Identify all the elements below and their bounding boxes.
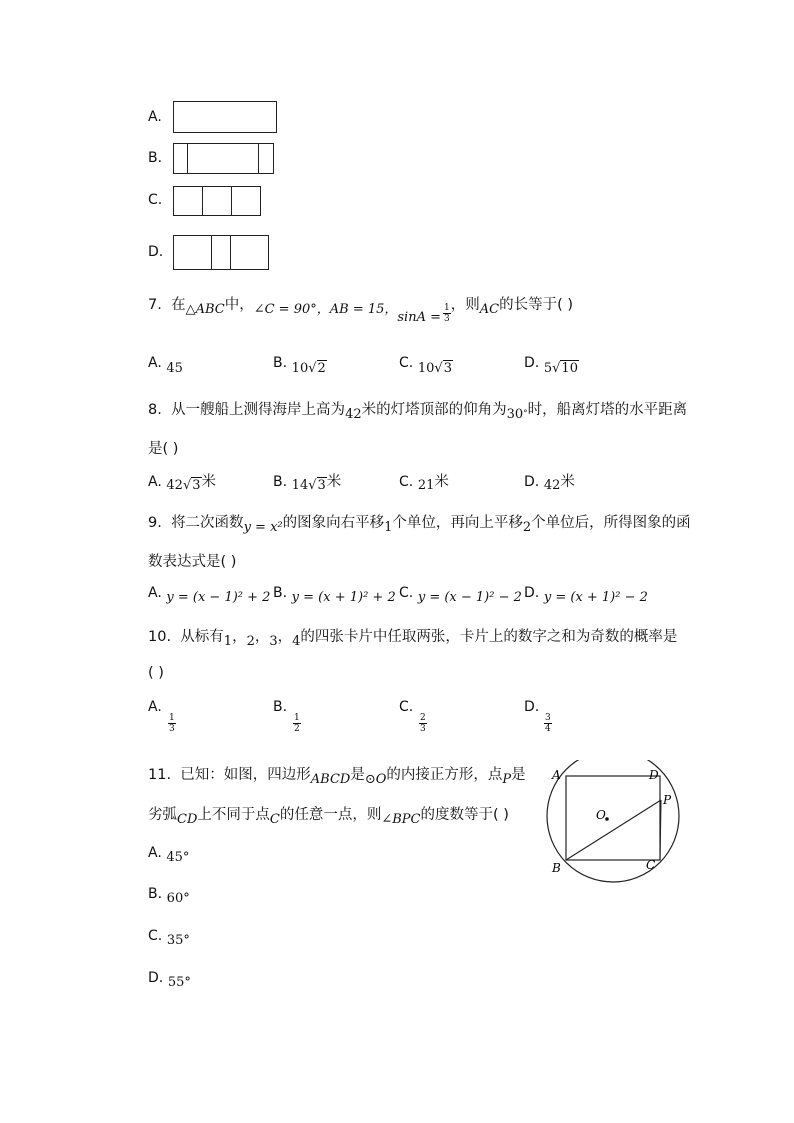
circle-o [547,760,679,882]
option-a[interactable]: A. 45 [148,355,183,376]
question-text-line2: 劣弧CD上不同于点C的任意一点，则∠BPC的度数等于( ) [148,807,509,827]
option-d[interactable]: D. 55° [148,970,191,990]
option-a[interactable]: A. 42√3米 [148,474,217,493]
question-text-line2: 数表达式是( ) [148,554,237,570]
question-text: 8. 从一艘船上测得海岸上高为42米的灯塔顶部的仰角为30°时，船离灯塔的水平距离 [148,402,688,422]
option-b[interactable]: B. 60° [148,886,190,906]
inscribed-square [566,776,660,860]
option-a[interactable]: A. y = (x − 1)² + 2 [148,585,271,605]
segment-bp [566,800,661,860]
option-label: B. [148,150,163,166]
option-d[interactable]: D. 42米 [524,474,575,493]
question-text: 11. 已知：如图，四边形ABCD是⊙O的内接正方形，点P是 [148,767,526,787]
fraction: $\frac{1}{3}$ [444,303,450,324]
option-c[interactable]: C. 35° [148,928,190,948]
option-b[interactable]: B. 14√3米 [273,474,342,493]
label-o: O [596,808,606,822]
option-figure-rectangle [173,186,261,216]
option-figure-rectangle [173,143,274,174]
option-c[interactable]: C. 21米 [399,474,449,493]
label-d: D [649,768,659,782]
question-text: 10. 从标有1，2，3，4的四张卡片中任取两张，卡片上的数字之和为奇数的概率是 [148,629,678,649]
option-d[interactable]: D. $\frac{3}{4}$ [524,699,551,734]
question-text-line2: ( ) [148,665,164,681]
geometry-figure [540,760,680,885]
option-label: A. [148,109,162,125]
option-d[interactable]: D. y = (x + 1)² − 2 [524,585,648,605]
option-c[interactable]: C. y = (x − 1)² − 2 [399,585,522,605]
option-d[interactable]: D. 5√10 [524,355,578,376]
option-a[interactable]: A. 45° [148,845,190,865]
label-b: B [552,861,561,875]
option-c[interactable]: C. 10√3 [399,355,452,376]
label-p: P [663,793,672,807]
option-figure-rectangle [173,235,269,270]
option-c[interactable]: C. $\frac{2}{3}$ [399,699,426,734]
option-figure-rectangle [173,101,277,133]
option-label: D. [148,244,164,260]
option-b[interactable]: B. y = (x + 1)² + 2 [273,585,396,605]
question-text: 7. 在△ABC中，∠C = 90°，AB = 15，sinA = $\frac{1}{3}$ ，则AC的长等于( ) [148,297,574,325]
label-a: A [552,768,561,782]
option-label: C. [148,192,163,208]
option-a[interactable]: A. $\frac{1}{3}$ [148,699,175,734]
question-text-line2: 是( ) [148,441,179,457]
option-b[interactable]: B. 10√2 [273,355,326,376]
label-c: C [646,858,656,872]
option-b[interactable]: B. $\frac{1}{2}$ [273,699,300,734]
question-text: 9. 将二次函数y = x²的图象向右平移1个单位，再向上平移2个单位后，所得图象的函 [148,515,691,535]
